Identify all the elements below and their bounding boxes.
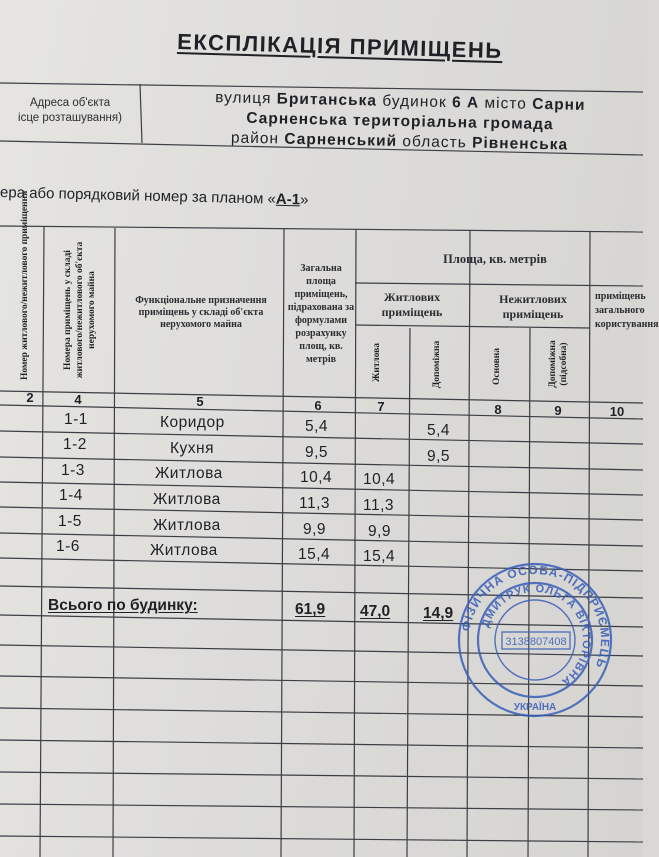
room-total-area: 9,9 <box>303 521 327 538</box>
header-col4: Номера приміщень у складі житлового/нежитлового об'єкта нерухомого майна <box>63 241 97 379</box>
column-number-7: 7 <box>377 399 385 414</box>
room-number: 1-1 <box>64 411 88 428</box>
header-nonresidential: Нежитлових приміщень <box>499 292 567 321</box>
header-common: приміщень загального користування <box>595 291 659 330</box>
totals-aux-area: 14,9 <box>423 605 454 622</box>
stamp-country: УКРАЇНА <box>513 702 557 713</box>
room-aux-area: 9,5 <box>427 448 451 465</box>
stamp-inner-text: ДМИТРУК ОЛЬГА ВІКТОРІВНА <box>479 582 593 689</box>
address-building-word: будинок <box>382 92 447 112</box>
header-col5: Функціональне призначення приміщень у складі об'єкта нерухомого майна <box>135 295 267 330</box>
address-district: Сарненський <box>284 130 398 150</box>
address-region-word: область <box>402 133 467 152</box>
header-col2: Номер житлового/нежитлового приміщення <box>20 190 30 380</box>
column-number-4: 4 <box>74 392 82 407</box>
header-res-aux: Допоміжна <box>432 340 442 389</box>
room-living-area: 11,3 <box>363 497 395 514</box>
column-number-8: 8 <box>494 402 502 417</box>
header-res-main: Житлова <box>372 342 382 383</box>
header-nonres-aux: Допоміжна (підсобна) <box>548 340 569 388</box>
header-area: Площа, кв. метрів <box>443 252 547 266</box>
col-border-c <box>281 229 284 857</box>
row-line-13 <box>0 772 643 779</box>
column-number-10: 10 <box>609 404 625 419</box>
row-line-12 <box>0 740 643 748</box>
header-residential: Житлових приміщень <box>381 290 443 319</box>
room-living-area: 15,4 <box>363 548 396 565</box>
room-purpose: Житлова <box>153 491 221 508</box>
col-border-f <box>467 231 470 857</box>
col-border-e <box>407 328 410 857</box>
room-total-area: 15,4 <box>298 546 331 563</box>
address-label-line1: Адреса об'єкта <box>29 97 111 109</box>
totals-label: Всього по будинку: <box>48 597 198 614</box>
address-building: 6 А <box>451 94 480 112</box>
plan-number: А-1 <box>275 190 301 209</box>
plan-suffix: » <box>299 191 309 209</box>
address-region: Рівненська <box>471 134 569 154</box>
col-border-a <box>40 227 44 857</box>
room-number: 1-3 <box>61 462 85 479</box>
room-number: 1-2 <box>63 436 87 453</box>
room-purpose: Кухня <box>170 440 214 457</box>
room-total-area: 5,4 <box>305 418 329 435</box>
address-box-bottom <box>0 141 643 155</box>
column-number-2: 2 <box>26 390 34 405</box>
room-aux-area: 5,4 <box>427 422 451 439</box>
address-city: Сарни <box>532 95 586 114</box>
header-col6: Загальна площа приміщень, підрахована за формулами розрахунку площ, кв. метрів <box>287 263 355 365</box>
header-nonres-main: Основна <box>492 348 502 385</box>
totals-living-area: 47,0 <box>360 603 391 620</box>
address-box-top <box>0 83 643 92</box>
address-box-divider <box>140 84 142 143</box>
room-number: 1-5 <box>58 513 82 530</box>
room-number: 1-4 <box>59 487 83 504</box>
address-city-word: місто <box>484 94 528 113</box>
official-stamp <box>455 560 615 720</box>
row-line-15 <box>0 836 643 842</box>
stamp-code: 3138807408 <box>505 636 567 648</box>
table-top-border <box>0 226 643 232</box>
stamp-outer-text: ФІЗИЧНА ОСОБА-ПІДПРИЄМЕЦЬ <box>458 562 613 671</box>
column-number-9: 9 <box>554 403 562 418</box>
room-purpose: Коридор <box>160 414 225 431</box>
address-community: Сарненська територіальна громада <box>246 109 554 134</box>
plan-prefix: ера або порядковий номер за планом « <box>0 184 277 208</box>
address-street: Британська <box>276 90 378 110</box>
room-total-area: 10,4 <box>300 469 333 486</box>
area-subheader-line-2 <box>355 325 590 328</box>
room-living-area: 10,4 <box>363 471 396 488</box>
column-number-6: 6 <box>314 398 322 413</box>
totals-total-area: 61,9 <box>295 601 326 618</box>
row-line-14 <box>0 804 643 810</box>
area-subheader-line <box>355 283 643 286</box>
room-total-area: 9,5 <box>305 444 329 461</box>
room-total-area: 11,3 <box>299 495 331 512</box>
column-number-5: 5 <box>196 394 204 409</box>
room-living-area: 9,9 <box>368 523 392 540</box>
room-purpose: Житлова <box>150 542 218 559</box>
room-purpose: Житлова <box>155 465 223 482</box>
room-purpose: Житлова <box>153 517 221 534</box>
address-district-word: район <box>230 129 280 148</box>
document-title: ЕКСПЛІКАЦІЯ ПРИМІЩЕНЬ <box>176 29 503 64</box>
col-border-b <box>113 228 115 857</box>
room-number: 1-6 <box>56 538 80 555</box>
address-street-word: вулиця <box>215 89 272 108</box>
address-label-line2: ісце розташування) <box>18 112 122 124</box>
